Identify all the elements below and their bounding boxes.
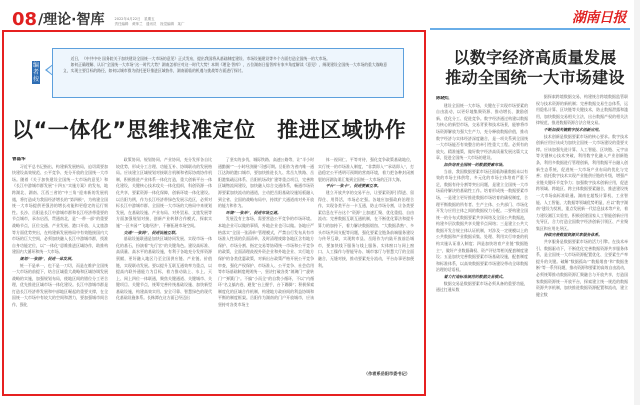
body-paragraph: 技术创新是数据要素市场的核心要求。数字技术创新应用应该成为加快全国统一大市场建设的重要支撑。应该加强先进计算、人工智能、区块链、元宇宙等关键核心技术突破，利用数字化融入产业创新链条，利用多数据进行管理创新，利用数据平台融入创新生态系统，促进统一大市场产业布局的优化与完善；依托数字技术实现产业链供应链的升级，增强产业链关键环节竞争力；加强数字技术创新应用，促进跨领域、跨地区、跨主体数据要素融合，推进建设统一大市场高标准联通。湖南在超级计算机、工业智能、人工智能、大数据等领域优势明显，应以“数字湖南”建设为契机，重点发展新一代信息技术等产业，着力建设湘江实验室，积极创建国家人工智能创新应用先导区，合力打造全国数字经济创新引领区、产业聚集区和应用先导区。 — [536, 133, 628, 231]
article-byline: 曾磊华 — [12, 157, 26, 162]
issue-date: 2022年4月22日 星期五 — [114, 17, 155, 21]
section-subheading: 平台“一张卡”，促进要素互享。 — [325, 183, 381, 189]
body-paragraph: 统一不是单一，也不是一刀切，而是在维护全国统一大市场的前提下，结合区域重大战略和区域协调发展战略的实施，加强规划布局，使地区间的错位分工更合理，优先推进区域市场一体化建设。长江中游城市群是打造长江经济带发展和中部地区崛起的重要支撑，在全国统一大市场中有较大的空间和潜力，要加强城市间合作，强化 — [12, 262, 108, 308]
article-headline[interactable]: 以“一体化”思维找准定位 推进区域协作 — [12, 118, 407, 142]
section-subheading: 加快培育全国统一的数据要素市场。 — [443, 161, 507, 167]
body-paragraph: 共享服务是数据要素市场的活力引擎。在技术牵引、数据驱动下，不断优化完善数据资源共享服务体系，是全国统一大市场资源配置优化、全要素生产率提升的关键。破解“数据孤岛”“数据烟囱”和“数据垄断”等一系列问题，推动资源和要素的高效自由流动，必须统筹推动数据资源汇聚融合与开放共享，打造国家数据资源统一开放平台，探索建立统一规范的数据资源共享机制，加快推进数据资源配置和流动，建立健全数 — [536, 239, 628, 297]
section-subheading: 持续完善数据资源共享服务体系。 — [543, 232, 603, 238]
section-subheading: 环境“一张单”，促进市场互通。 — [225, 209, 281, 215]
section-subheading: 不断加强关键数字技术创新应用。 — [543, 126, 603, 132]
body-paragraph: 了坚实的步伐，城际铁路、高速公路等，让“半小时通勤圈”“一小时经济圈”可感可期。岳阳作为省内唯一通江达海的港口城市，要加快推进长九、常岳九铁路、岳阳港集疏运体系、岳阳机场改扩建等重点项目，完善跨区域物流网建设，加快融入综合交通体系，畅通市场资源要素加快流动的通道，主动把岳阳基础设施短板融入到全省、全国的战略布局中，持续扩大通道南对外开放的能力和作为。 — [218, 157, 314, 209]
body-paragraph: 发展没有主客场，需要营造公平竞争的市场环境。本地企业可以做的事情，外地企业也可以做。各地应严格落实“全国一张清单”管理模式，严禁自行发布具有市场准入性质的负面清单，及时清理废除各地区含有地方保护、市场分割、指定交易等妨碍统一市场和公平竞争的政策，全面清理歧视外资企业和外地企业、实行地方保护的各类优惠政策，对新出台政策严格开展公平竞争审查，强化产权保护、市场准入、公平竞争、社会信用等市场基础制度规则统一，坚决打破各类“玻璃门”“旋转门”“弹簧门”。不搞“小而全”的自我小循环，不以“内循环”名义搞内卷，避免“台上握手，台下踢脚”；积极探索制度化的区域合作机制，构建地方政府间的利益协调和平衡的制度框架。岳阳作为湖南的门户开放城市，应该坚持对各类市场主 — [218, 216, 314, 308]
header-divider — [430, 28, 630, 30]
section-title: /理论·智库 — [38, 12, 105, 28]
body-paragraph: 基础设施联通是加快区域协同发展、实现市场一体化的基石，扮演着“先行官”的关键角色。建设高标准、高质量、高水平的基础设施，有利于各地充分发挥资源禀赋，更好融入地区乃至全国供应链、产业链、价值链，实现联动发展。要以提升互联互通效率为重点，以提高内联外通能力为目标，着力推动陆上、水上、天上、网上四位一体联通，聚焦关键通道、关键城市、关键项目、关键节点，统筹完善传统基础设施、加快新型基础设施，构建高效实用、安全可靠、智慧绿色的现代化基础设施体系。长株潭在这方面已经迈出 — [116, 236, 212, 301]
page-edge — [634, 0, 640, 405]
body-paragraph: 政策协同、规划协同、产业协同，充分发挥各自比较优势，形成分工合理、功能互补、协调联动的发展格局。应该建立区域规划对接联合机制和省际协商协作机制，积极推进产业体系一体化打造，重大创新平台一体化建设，关键核心技术攻关一体化组织，科创资源一体化共享，要素资源一体化保障，创新环境一体化建设。以岳阳为例，作为长江经济带绿色发展示范区，必须对标长江中游城市群、全国统一大市场的大格局中来规划发展，在基础设施、产业布局、对外贸易、文旅发展等方面加强规划对接，创新产业转移合作模式，探索实施“一区多园”“飞地经济”，不断拓展市场空间。 — [116, 157, 212, 228]
article-column — [116, 157, 212, 389]
issue-meta — [115, 17, 185, 30]
body-paragraph: 体一视同仁、平等对待，强化竞争政策基础地位，实行统一的市场准入制度，“非禁即入”“承诺即入”，打造稳定公平透明可预期的营商环境，着力把各种封闭割裂的河湖沟渠汇集到全国统一大市场的汪洋大海。 — [318, 157, 414, 182]
editor-note-tag: 编者按 — [32, 62, 39, 83]
author-note: （作者系岳阳市委书记） — [363, 371, 410, 376]
article-body-left — [12, 157, 416, 389]
editor-note-paragraph: 如何正确理解、认识“全国统一大市场”这一时代大势？湖南怎样应对这一时代大势？本期《理论·智库》，五位湖南日报智库专家多角度解读《意见》，阐现建设全国统一大市场的重大战略意义，实现主要目标的路径，如何以城市群为依托更好推进区域协作，湖南面临的机遇与挑战等方面进行探讨。 — [63, 62, 388, 73]
article-column — [218, 157, 314, 389]
section-subheading: 着力打造标准规范的数据交易模式。 — [443, 274, 507, 280]
body-paragraph: 建立开放共享的交易平台，让要素资源引得进、留得住、用得活，市场必定强。各地应加强政府治理合作，实现各类平台一卡互通，防止市场分割，让各类要素信息在平台这个“资源”上加速汇聚、优化重组、自由流动；完善数据互联互通机制，在不断优化算法和提升算力的加持下，着力解决数据烟囱、“大数据杀熟”、多头市场共同支配等问题，强化要素全链条前端服务建设与传导互联，实现跨市县、岳阳作为内陆开放前沿城市，要加快线下服务与线上服务、实体窗口与网上窗口、人工操作与智能导办、城市客厅与智慧大厅的全面融合，无缝对接，推动要素充分流动，平台办事更加便利。 — [318, 189, 414, 268]
article-column — [436, 96, 528, 402]
editor-note-paragraph: 近日，《中共中央 国务院关于加快建设全国统一大市场的意见》正式发布，提出我国将从基础制度建设、市场设施建设等多个方面打造全国统一的大市场。 — [70, 56, 330, 61]
article-headline-right[interactable] — [440, 48, 630, 88]
page-number: 08 — [12, 9, 38, 30]
masthead — [12, 6, 185, 30]
body-paragraph: 当前，我国数据要素市场还面临海量数据未以有效的市场主体供给，多元化的市场主体培育严重不足，数据有待分割等突出问题，是建立全国统一大市场亟待解决的基础性工作。培育形成统一数据要素市场，一是建立更好推进数据市场培育的确权制度，合理平衡数据的所有者、生产主体、公共部门、市场化开发与应用主体之间的数据权力分配。二要构建全国统一的分布式数据要素共享网络及全国公共数据池，构建多层次数据共享关键节点网络；三是建立公共大数据开发合规主体认证机制，对涉及一定规模以上的公共数据和产业数据采集、处理、利用实行审查的机构实施认证准入制度；四是加快培育产业链“数据链主”，做好产业数据确权、资产评估等相关配套制度建设；五是加快完善数据要素市场基础设施，配套制度和标准体系，以高效数据要素市场建设带动全球数据治理的话语权。 — [436, 168, 528, 273]
headline-line: 推动全国统一大市场建设 — [445, 68, 625, 87]
newspaper-logo: 湖南日报 — [572, 10, 626, 26]
article-column — [536, 94, 628, 400]
editor-note — [52, 48, 404, 98]
body-paragraph: 习近平总书记指出，构建新发展格局，迫切需要加快建设高效规范、公平竞争、充分开放的全国统一大市场。随着《关于加快建设全国统一大市场的意见》和《长江中游城市群发展“十四五”实施方案》的发布，地跨湖北、湖南、江西三省的“中三角”迎来新的发展机遇，将打造成为我国经济增长的“第四极”，为构建全国统一大市场提供更强劲的增长动能和更稳定的运行韧性。长沙、岳阳是长江中游城市群和长江经济带重要的节点城市，承东启西，贯通南北，是“一带一部”的重要战略节点，区位交通、产业发展、港口开放、人文旅游等方面优势突出，在构建新发展格局中有效链接国内大市场的巨大空间，必须加快融入长江中游城市群，找准自身功能定位，以“一体化”思维推进区域协作，助推构建国内大循环和统一大市场。 — [12, 163, 108, 255]
article-body-right — [436, 96, 632, 402]
body-paragraph: 数据交易是数据要素市场必须具备的重要功能，通过打通从数 — [436, 280, 528, 293]
article-column — [12, 157, 108, 389]
article-column — [318, 157, 414, 389]
headline-line: 以数字经济高质量发展 — [453, 48, 617, 67]
section-subheading: 规划“一张图”，促进一体发展。 — [19, 255, 75, 261]
body-paragraph: 据探索跨境数据交易，构建统合跨境数据监管职权与技术资源的新机制；完善数据交易生态体系，运用隐私计算、区块链等关键技术，防止数据泄露和滥用，加快数据交易相关立法，出台数据产权的相关法律规范，推进数据资源合法合规交易。 — [536, 94, 628, 126]
body-paragraph: 建设全国统一大市场，关键在于实现市场要素的自由流动，以更好地集聚资源、推动增长、激励创新、优化分工、促进竞争。数字经济通过构建以数据为核心的新型市场，交易背景和技术场景，能够将市场资源解放为强大生产力，充分释放数据价值，推动数字经济与实体经济深度融合，是一项关系到全国统一大市场能否有效整合的牵引性重大工程。必须有的放矢、精准施策，做好数字经济高质量发展这篇大文章，促进全国统一大市场的建设。 — [436, 102, 528, 161]
article-byline: 陈晓红 — [436, 96, 450, 101]
editor-credits: 责任编辑 黄帅兰 通讯员 视觉编辑 某广 — [114, 22, 185, 26]
section-subheading: 交通“一张网”，促进设施互联。 — [123, 229, 179, 235]
